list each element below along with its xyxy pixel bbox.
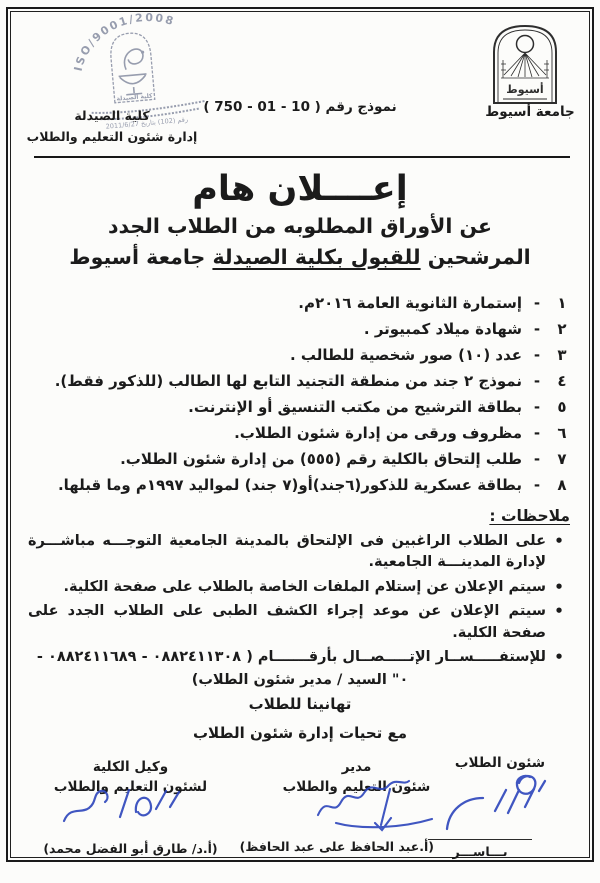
item-text: شهادة ميلاد كمبيوتر .	[363, 319, 522, 338]
item-text: عدد (١٠) صور شخصية للطالب .	[289, 345, 522, 364]
note-item	[28, 577, 572, 599]
document-list-item	[28, 394, 572, 420]
congratulations-line: تهانينا للطلاب	[248, 694, 352, 713]
item-number: ٦	[557, 423, 567, 442]
announcement-body	[28, 161, 572, 881]
item-number: ٨	[557, 475, 567, 494]
faculty-block	[16, 106, 208, 147]
note-item	[28, 531, 572, 574]
item-dash: -	[533, 423, 541, 442]
footer-signature-name: يـــاســـر	[452, 843, 508, 859]
iso-arc-text: ISO/9001/2008	[71, 10, 177, 73]
department-name: إدارة شئون التعليم والطلاب	[26, 128, 198, 144]
vice-dean-title-line1: وكيل الكلية	[92, 758, 169, 775]
director-title-line2: شئون التعليم والطلاب	[282, 779, 431, 796]
item-number: ٤	[557, 371, 567, 390]
vice-dean-name: (أ.د/ طارق أبو الفضل محمد)	[43, 841, 218, 857]
university-emblem	[490, 20, 560, 106]
header-divider	[34, 156, 570, 158]
item-text: نموذج ٢ جند من منطقة التجنيد التابع لها الطالب (للذكور فقط).	[54, 371, 522, 390]
bullet-icon: •	[554, 531, 564, 550]
subtitle2-prefix: المرشحين	[420, 244, 531, 269]
item-dash: -	[533, 345, 541, 364]
bullet-icon: •	[554, 648, 564, 666]
item-number: ٣	[557, 345, 567, 364]
note-text: سيتم الإعلان عن إستلام الملفات الخاصة بالطلاب على صفحة الكلية.	[63, 578, 546, 595]
item-number: ٢	[557, 319, 567, 338]
item-text: مظروف ورقى من إدارة شئون الطلاب.	[234, 423, 522, 442]
iso-band-text: كلية الصيدلة	[116, 92, 153, 103]
announcement-subtitle-line2	[28, 242, 572, 273]
item-dash: -	[533, 319, 541, 338]
faculty-name: كلية الصيدلة	[74, 108, 150, 123]
document-list-item	[28, 342, 572, 368]
form-number-value: ( 750 - 01 - 10 )	[203, 99, 321, 115]
required-documents-list	[28, 290, 572, 498]
announcement-subtitle-line1: عن الأوراق المطلوبه من الطلاب الجدد	[108, 214, 492, 238]
document-list-item	[28, 368, 572, 394]
iso-date-text: رقم (102) بتاريخ 2011/6/27	[105, 115, 189, 131]
subtitle2-suffix: جامعة أسيوط	[69, 244, 213, 269]
university-emblem-graphic	[490, 20, 560, 106]
subtitle2-underlined: للقبول بكلية الصيدلة	[212, 244, 421, 269]
form-number-label: نموذج رقم	[325, 99, 397, 115]
announcement-title: إعــــلان هام	[192, 169, 408, 209]
student-affairs-signature-scribble	[439, 765, 564, 847]
signature-director	[239, 757, 434, 855]
document-list-item	[28, 446, 572, 472]
notes-heading: ملاحظات :	[489, 506, 570, 525]
item-dash: -	[533, 397, 541, 416]
item-text: بطاقة الترشيح من مكتب التنسيق أو الإنترنت.	[188, 397, 522, 416]
note-text: للإستفـــــســار الإتـــــصــال بأرقـــــــام ( ٠٨٨٢٤١١٣٠٨ - ٠٨٨٢٤١١٦٨٩ -	[36, 649, 546, 665]
signatures-section	[28, 751, 572, 881]
note-item	[28, 647, 572, 669]
item-dash: -	[533, 293, 541, 312]
item-dash: -	[533, 449, 541, 468]
note-text: سيتم الإعلان عن موعد إجراء الكشف الطبى على الطلاب الجدد على صفحة الكلية.	[28, 603, 546, 641]
note-item	[28, 601, 572, 644]
greetings-line: مع تحيات إدارة شئون الطلاب	[192, 723, 408, 742]
note-text: على الطلاب الراغبين فى الإلتحاق بالمدينة الجامعية التوجـــه مباشـــرة لإدارة المدينـــة الجامعية.	[28, 532, 546, 570]
bullet-icon: •	[554, 577, 564, 596]
footer-signature	[428, 839, 532, 859]
document-list-item	[28, 472, 572, 498]
emblem-inner-text: أسيوط	[506, 83, 544, 96]
item-text: إستمارة الثانوية العامة ٢٠١٦م.	[298, 293, 522, 312]
item-number: ١	[557, 293, 567, 312]
director-name: (أ.عبد الحافظ على عبد الحافظ)	[239, 839, 434, 855]
university-name: جامعة أسيوط	[485, 104, 575, 120]
contact-continued-line: ٠" السيد / مدير شئون الطلاب)	[191, 671, 409, 688]
student-affairs-title: شئون الطلاب	[454, 754, 546, 771]
bullet-icon: •	[554, 602, 564, 620]
item-number: ٧	[557, 449, 567, 468]
item-dash: -	[533, 475, 541, 494]
item-text: طلب إلتحاق بالكلية رقم (٥٥٥) من إدارة شئون الطلاب.	[120, 449, 522, 468]
signature-vice-dean	[28, 757, 233, 857]
document-list-item	[28, 290, 572, 316]
item-dash: -	[533, 371, 541, 390]
vice-dean-title-line2: لشئون التعليم والطلاب	[53, 779, 208, 796]
signature-student-affairs	[430, 753, 570, 774]
director-title-line1: مدير	[341, 758, 372, 775]
item-text: بطاقة عسكرية للذكور(٦جند)أو(٧ جند) لمواليد ١٩٩٧م وما قبلها.	[57, 475, 522, 494]
document-list-item	[28, 316, 572, 342]
document-list-item	[28, 420, 572, 446]
item-number: ٥	[557, 397, 567, 416]
notes-list	[28, 531, 572, 669]
